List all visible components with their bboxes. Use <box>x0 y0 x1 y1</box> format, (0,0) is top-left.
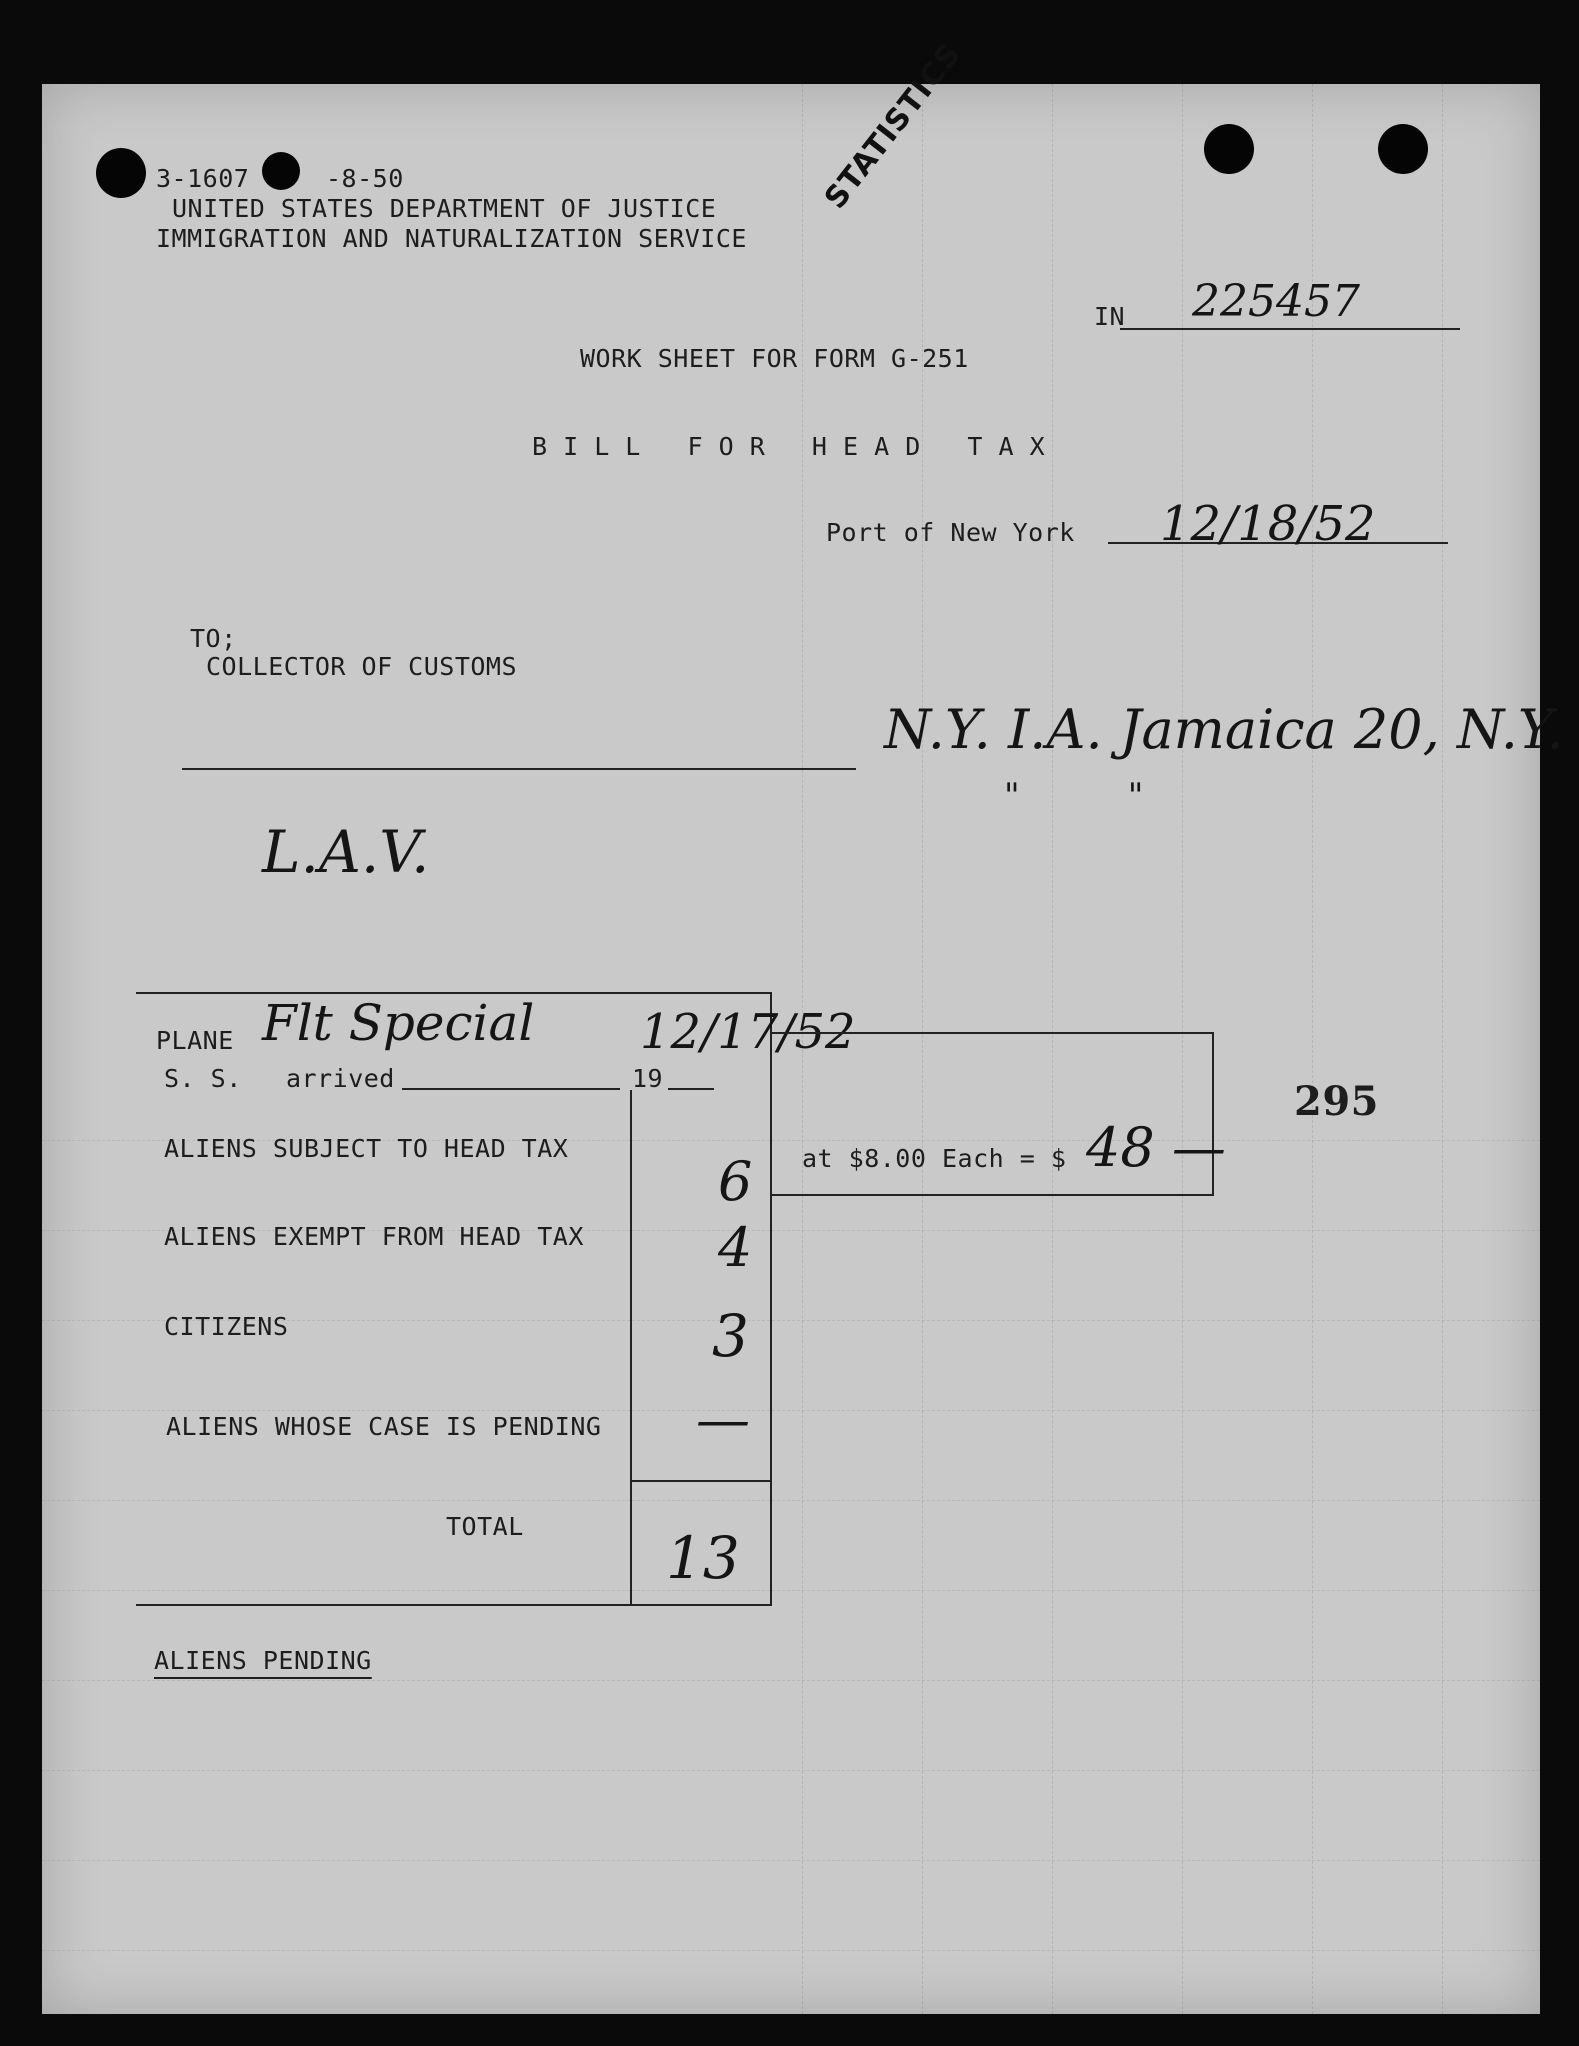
arrived-underline <box>402 1088 620 1090</box>
row-label-citizens: CITIZENS <box>164 1312 289 1341</box>
guide-line <box>1052 84 1053 2014</box>
total-label: TOTAL <box>446 1512 524 1541</box>
rate-text: at $8.00 Each = $ <box>802 1144 1067 1173</box>
guide-line <box>42 1680 1540 1681</box>
ss-label: S. S. <box>164 1064 242 1093</box>
guide-line <box>42 1500 1540 1501</box>
collector-underline <box>182 768 856 770</box>
guide-line <box>42 1590 1540 1591</box>
rate-box-top <box>770 1032 1214 1034</box>
service-name: IMMIGRATION AND NATURALIZATION SERVICE <box>156 224 747 253</box>
guide-line <box>1312 84 1313 2014</box>
table-right-border <box>770 992 772 1604</box>
to-label: TO; <box>190 624 237 653</box>
year-underline <box>668 1088 714 1090</box>
aliens-pending-label: ALIENS PENDING <box>154 1646 372 1675</box>
row-label-exempt: ALIENS EXEMPT FROM HEAD TAX <box>164 1222 584 1251</box>
guide-line <box>42 1410 1540 1411</box>
row-label-subject: ALIENS SUBJECT TO HEAD TAX <box>164 1134 569 1163</box>
guide-line <box>922 84 923 2014</box>
guide-line <box>1182 84 1183 2014</box>
guide-line <box>42 1770 1540 1771</box>
form-number-prefix: 3-1607 <box>156 164 250 193</box>
port-label: Port of New York <box>826 518 1075 547</box>
arrived-label: arrived <box>286 1064 395 1093</box>
port-date: 12/18/52 <box>1160 496 1376 552</box>
table-value-divider <box>630 1090 632 1604</box>
punch-hole <box>1204 124 1254 174</box>
amount-due: 48 — <box>1086 1116 1226 1179</box>
rate-box-bottom <box>770 1194 1214 1196</box>
department-name: UNITED STATES DEPARTMENT OF JUSTICE <box>172 194 717 223</box>
bill-title: B I L L F O R H E A D T A X <box>532 432 1046 461</box>
guide-line <box>42 1860 1540 1861</box>
punch-hole <box>1378 124 1428 174</box>
row-label-pending: ALIENS WHOSE CASE IS PENDING <box>166 1412 602 1441</box>
row-value-subject: 6 <box>718 1150 753 1213</box>
side-number: 295 <box>1294 1078 1379 1125</box>
in-label: IN <box>1094 302 1126 331</box>
plane-label: PLANE <box>156 1026 234 1055</box>
total-divider <box>630 1480 772 1482</box>
total-value: 13 <box>666 1524 740 1592</box>
initials: L.A.V. <box>262 818 430 886</box>
table-bottom-border <box>136 1604 772 1606</box>
statistics-stamp: STATISTICS <box>818 36 969 216</box>
row-value-citizens: 3 <box>712 1302 749 1370</box>
year-prefix: 19 <box>632 1064 664 1093</box>
worksheet-title: WORK SHEET FOR FORM G-251 <box>580 344 969 373</box>
form-number-suffix: -8-50 <box>326 164 404 193</box>
collector-label: COLLECTOR OF CUSTOMS <box>206 652 518 681</box>
in-number: 225457 <box>1192 276 1360 327</box>
arrival-date: 12/17/52 <box>640 1004 856 1060</box>
collector-location: N.Y. I.A. Jamaica 20, N.Y. <box>884 698 1564 761</box>
row-value-pending: — <box>696 1388 750 1451</box>
ditto-marks: " " <box>1004 776 1144 816</box>
punch-hole <box>262 152 300 190</box>
row-value-exempt: 4 <box>718 1216 753 1279</box>
punch-hole <box>96 148 146 198</box>
in-number-underline <box>1120 328 1460 330</box>
plane-value: Flt Special <box>262 994 535 1052</box>
guide-line <box>42 1950 1540 1951</box>
guide-line <box>1442 84 1443 2014</box>
